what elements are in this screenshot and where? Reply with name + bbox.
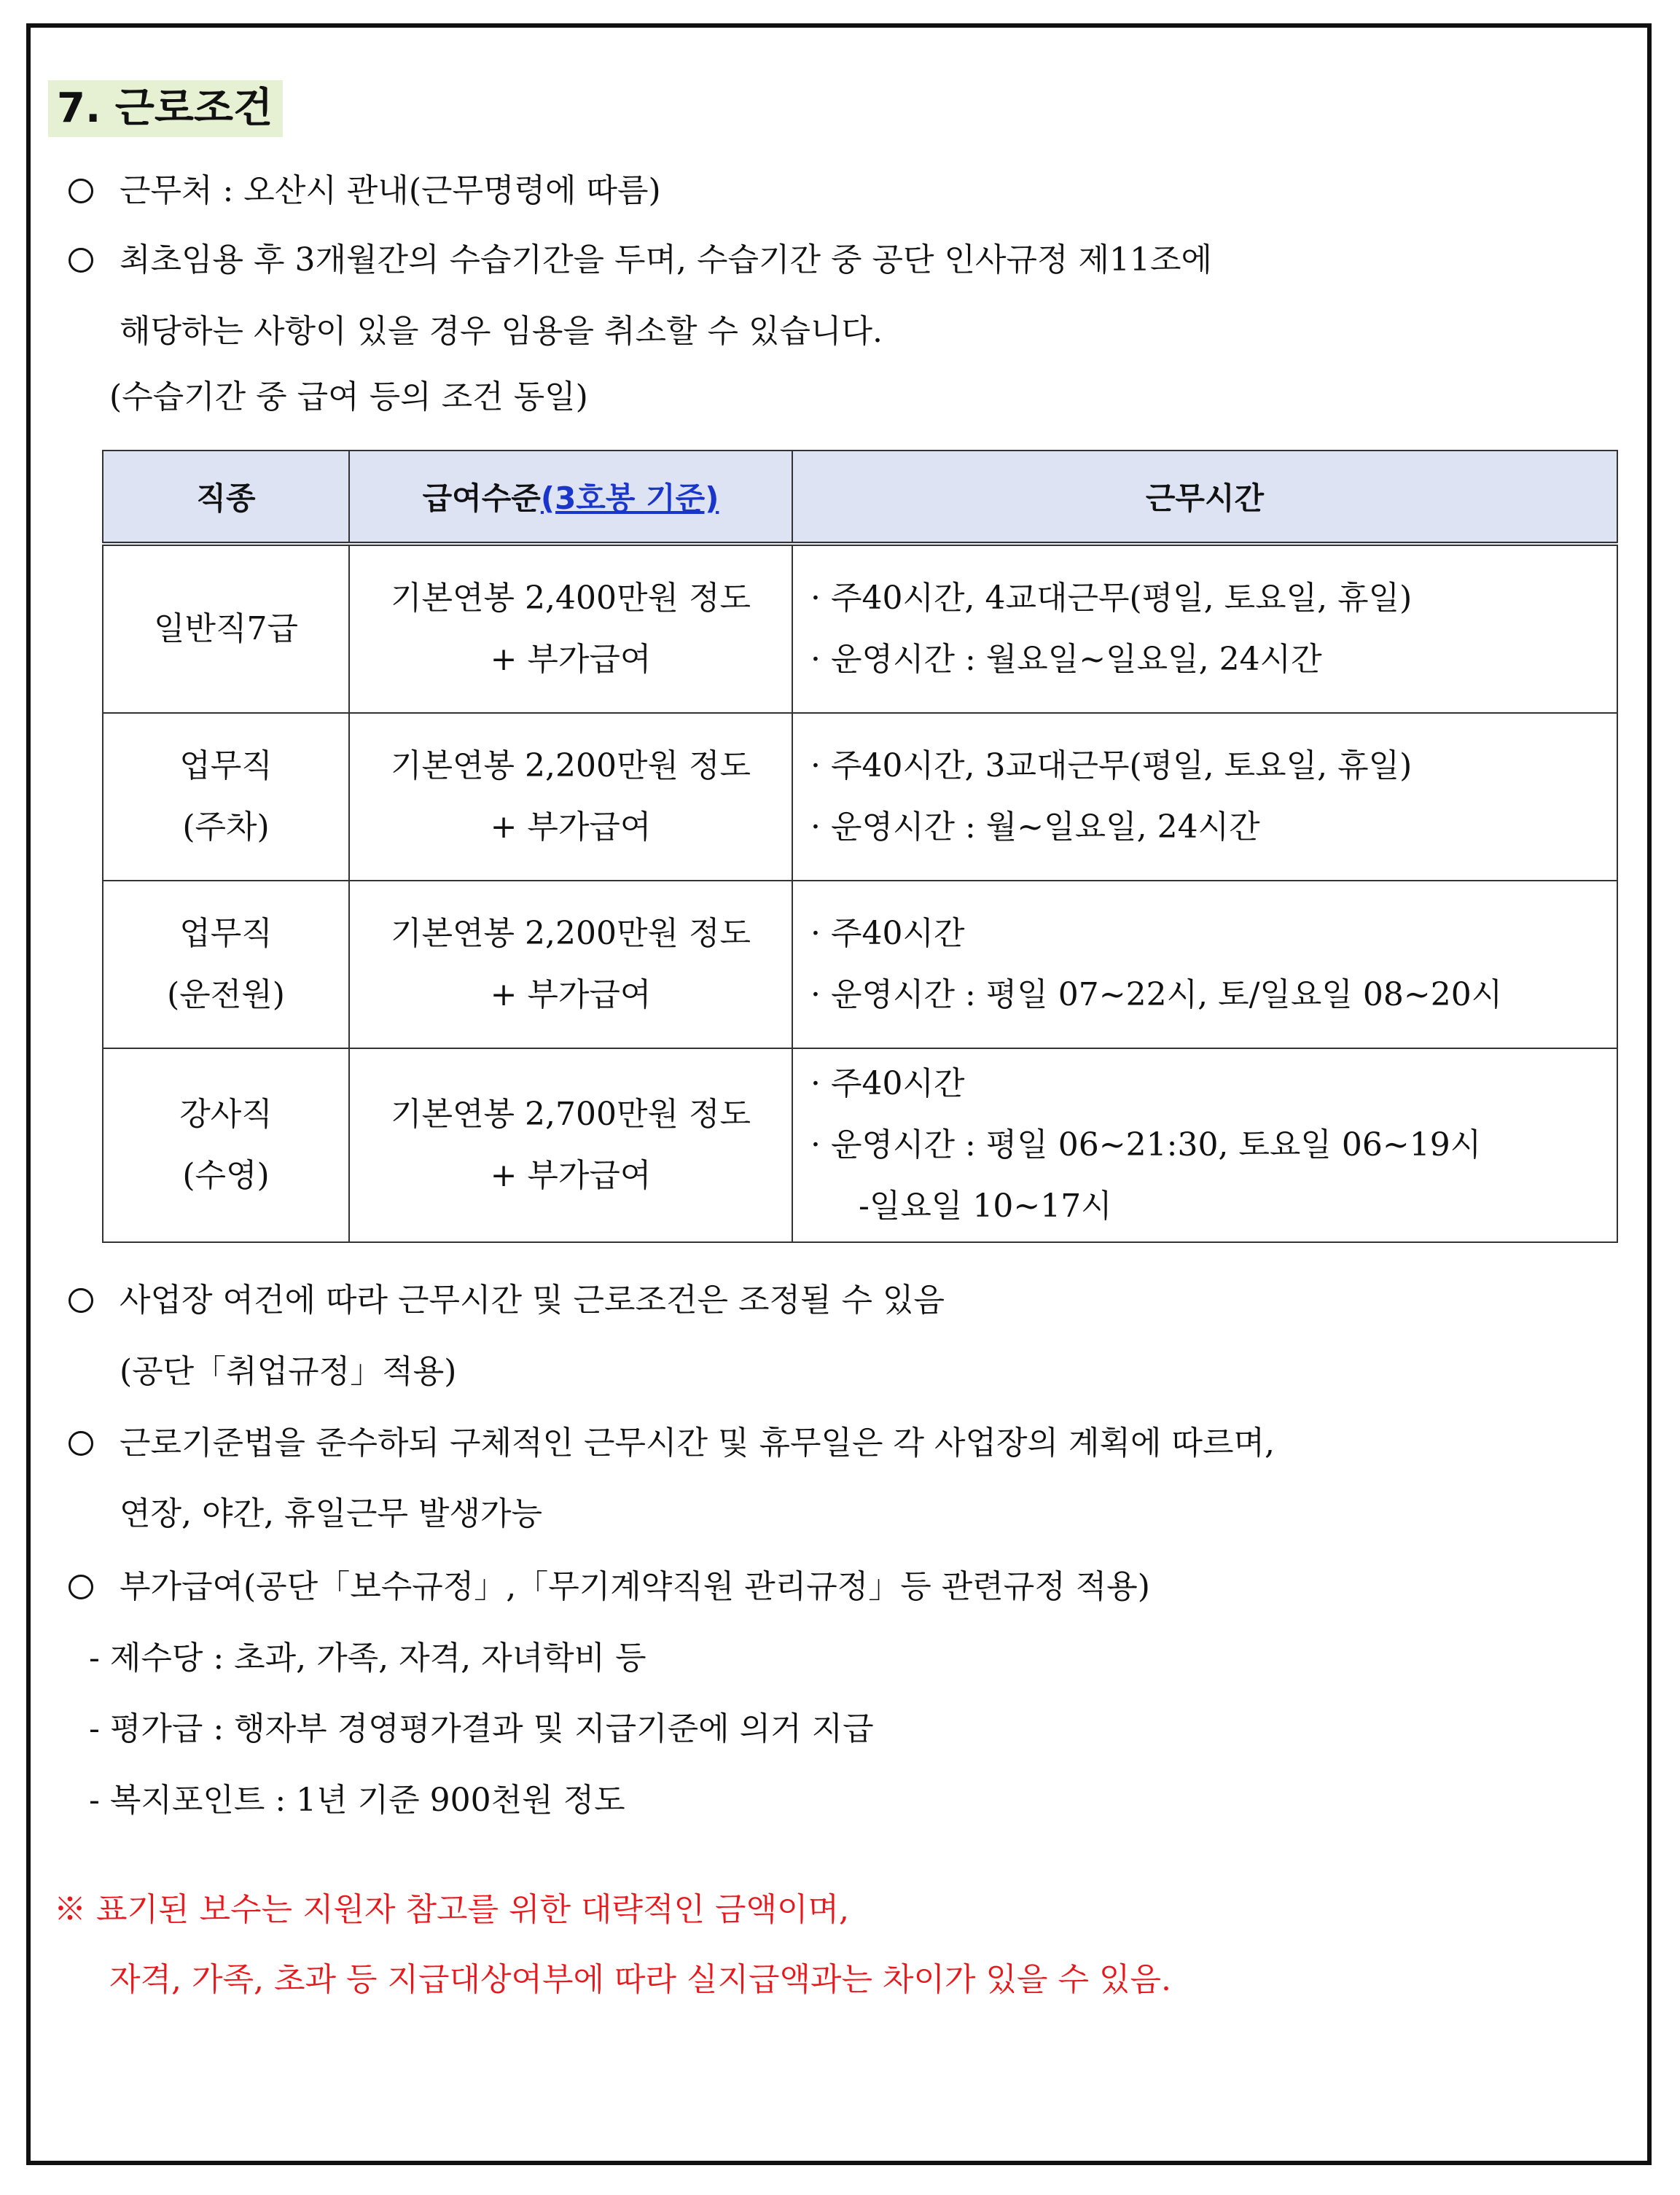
probation-text-line1: 최초임용 후 3개월간의 수습기간을 두며, 수습기간 중 공단 인사규정 제11조에: [120, 241, 1212, 278]
hours-line: · 주40시간, 4교대근무(평일, 토요일, 휴일): [810, 580, 1413, 617]
job-cell: [103, 881, 349, 1048]
table-row: [103, 1048, 1617, 1242]
job-title: 강사직: [179, 1096, 273, 1133]
header-salary: [349, 451, 792, 544]
salary-extra: + 부가급여: [490, 641, 652, 678]
circle-bullet-icon: [69, 248, 93, 273]
notice-line2: 자격, 가족, 초과 등 지급대상여부에 따라 실지급액과는 차이가 있을 수 있음.: [109, 1961, 1171, 1998]
table-header-row: [103, 451, 1617, 544]
hours-line: · 주40시간: [810, 915, 965, 952]
circle-bullet-icon: [69, 1431, 93, 1456]
table-row: [103, 544, 1617, 713]
hours-line: · 주40시간, 3교대근무(평일, 토요일, 휴일): [810, 747, 1413, 784]
header-job: 직종: [103, 451, 349, 544]
salary-cell: [349, 544, 792, 713]
allowance-item: - 제수당 : 초과, 가족, 자격, 자녀학비 등: [89, 1640, 646, 1677]
table-row: [103, 881, 1617, 1048]
job-title: 업무직: [179, 915, 273, 952]
job-cell: [103, 713, 349, 881]
section-title: 7. 근로조건: [48, 80, 283, 137]
additional-pay-text: 부가급여(공단「보수규정」,「무기계약직원 관리규정」등 관련규정 적용): [120, 1568, 1150, 1605]
salary-base: 기본연봉 2,200만원 정도: [391, 915, 751, 952]
hours-line: · 운영시간 : 월~일요일, 24시간: [810, 808, 1260, 846]
job-title: 일반직7급: [153, 610, 298, 647]
hours-line: -일요일 10~17시: [838, 1188, 1112, 1225]
header-hours: 근무시간: [792, 451, 1617, 544]
hours-cell: [792, 881, 1617, 1048]
salary-base: 기본연봉 2,700만원 정도: [391, 1096, 751, 1133]
hours-line: · 운영시간 : 평일 06~21:30, 토요일 06~19시: [810, 1126, 1482, 1163]
salary-cell: [349, 881, 792, 1048]
hours-line: · 운영시간 : 월요일~일요일, 24시간: [810, 641, 1322, 678]
salary-extra: + 부가급여: [490, 1157, 652, 1194]
circle-bullet-icon: [69, 179, 93, 203]
job-cell: [103, 1048, 349, 1242]
job-title: 업무직: [179, 747, 273, 784]
evaluation-pay-item: - 평가급 : 행자부 경영평가결과 및 지급기준에 의거 지급: [89, 1710, 874, 1747]
labor-law-line1: 근로기준법을 준수하되 구체적인 근무시간 및 휴무일은 각 사업장의 계획에 따르며,: [120, 1424, 1275, 1462]
hours-cell: [792, 1048, 1617, 1242]
job-cell: [103, 544, 349, 713]
probation-note: (수습기간 중 급여 등의 조건 동일): [109, 378, 588, 416]
hours-line: · 주40시간: [810, 1065, 965, 1102]
adjustment-note: (공단「취업규정」적용): [120, 1353, 457, 1390]
salary-cell: [349, 713, 792, 881]
salary-extra: + 부가급여: [490, 976, 652, 1013]
salary-cell: [349, 1048, 792, 1242]
hours-cell: [792, 713, 1617, 881]
job-subtitle: (운전원): [167, 976, 285, 1013]
salary-extra: + 부가급여: [490, 808, 652, 846]
salary-base: 기본연봉 2,400만원 정도: [391, 580, 751, 617]
labor-law-line2: 연장, 야간, 휴일근무 발생가능: [120, 1495, 542, 1532]
job-subtitle: (수영): [182, 1157, 270, 1194]
table-row: [103, 713, 1617, 881]
hours-cell: [792, 544, 1617, 713]
job-conditions-table: [102, 450, 1618, 1243]
circle-bullet-icon: [69, 1288, 93, 1313]
salary-basis-link[interactable]: (3호봉 기준): [540, 480, 719, 516]
header-salary-label: 급여수준: [422, 480, 541, 516]
notice-line1: ※ 표기된 보수는 지원자 참고를 위한 대략적인 금액이며,: [54, 1891, 849, 1928]
probation-text-line2: 해당하는 사항이 있을 경우 임용을 취소할 수 있습니다.: [120, 313, 883, 350]
hours-line: · 운영시간 : 평일 07~22시, 토/일요일 08~20시: [810, 976, 1503, 1013]
job-subtitle: (주차): [182, 808, 270, 846]
circle-bullet-icon: [69, 1575, 93, 1599]
adjustment-text: 사업장 여건에 따라 근무시간 및 근로조건은 조정될 수 있음: [120, 1282, 945, 1319]
work-location: 근무처 : 오산시 관내(근무명령에 따름): [120, 172, 661, 209]
welfare-points-item: - 복지포인트 : 1년 기준 900천원 정도: [89, 1782, 625, 1819]
salary-base: 기본연봉 2,200만원 정도: [391, 747, 751, 784]
